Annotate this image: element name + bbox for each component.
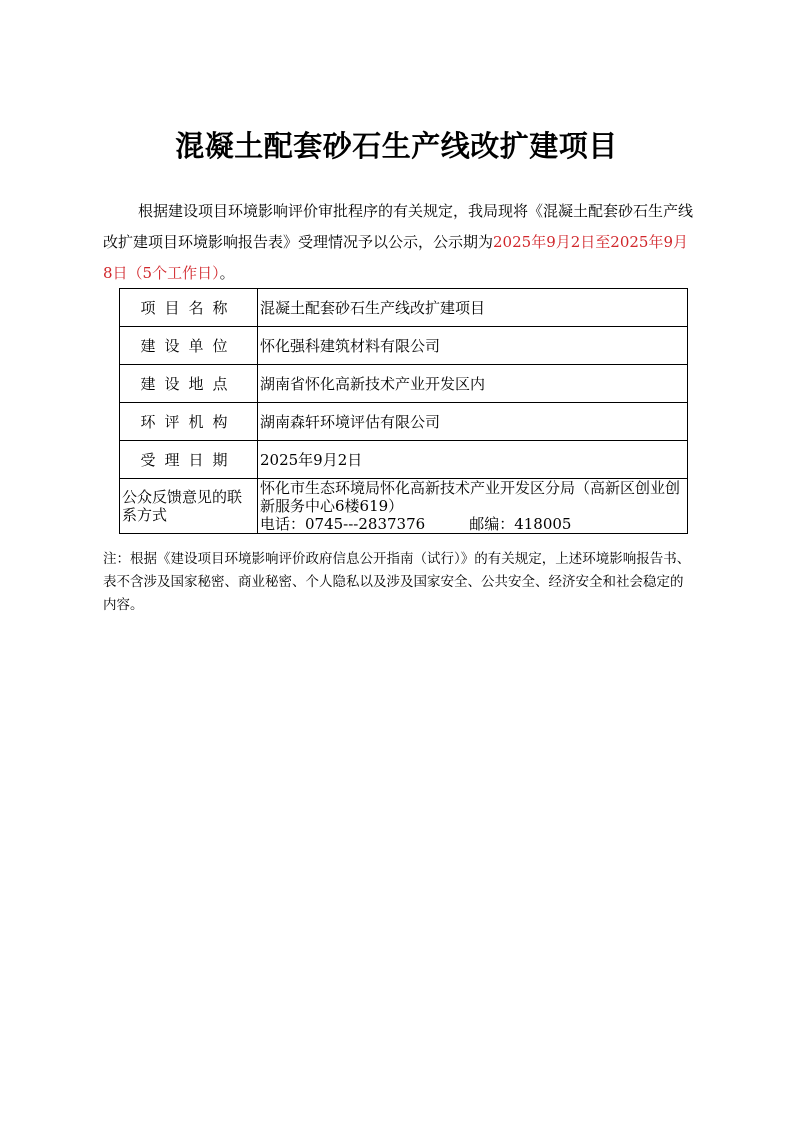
row-label-builder: 建设单位 xyxy=(120,327,258,365)
row-label-accept-date: 受理日期 xyxy=(120,441,258,479)
row-value-accept-date: 2025年9月2日 xyxy=(258,441,688,479)
table-row xyxy=(120,327,688,365)
table-row xyxy=(120,289,688,327)
intro-text: 根据建设项目环境影响评价审批程序的有关规定，我局现将《混凝土配套砂石生产线改扩建项目环境影响报告表》受理情况予以公示，公示期为 xyxy=(103,202,694,251)
footnote: 注：根据《建设项目环境影响评价政府信息公开指南（试行）》的有关规定，上述环境影响报告书、表不含涉及国家秘密、商业秘密、个人隐私以及涉及国家安全、公共安全、经济安全和社会稳定的内容。 xyxy=(103,551,691,613)
row-value-builder: 怀化强科建筑材料有限公司 xyxy=(258,327,688,365)
contact-address: 怀化市生态环境局怀化高新技术产业开发区分局（高新区创业创新服务中心6楼619） xyxy=(260,479,681,515)
project-info-table xyxy=(119,288,688,534)
page-title: 混凝土配套砂石生产线改扩建项目 xyxy=(175,129,618,163)
row-label-location: 建设地点 xyxy=(120,365,258,403)
row-value-eia-agency: 湖南森轩环境评估有限公司 xyxy=(258,403,688,441)
table-row xyxy=(120,403,688,441)
contact-phone-line xyxy=(260,515,685,533)
row-label-project-name: 项目名称 xyxy=(120,289,258,327)
table-row xyxy=(120,441,688,479)
row-label-eia-agency: 环评机构 xyxy=(120,403,258,441)
contact-phone: 电话：0745---2837376 xyxy=(260,515,426,533)
row-label-contact: 公众反馈意见的联系方式 xyxy=(120,479,258,534)
intro-paragraph xyxy=(103,196,695,289)
announcement-period: 2025年9月2日至2025年9月8日（5个工作日） xyxy=(103,233,688,282)
row-value-contact xyxy=(258,479,688,534)
row-value-project-name: 混凝土配套砂石生产线改扩建项目 xyxy=(258,289,688,327)
contact-postcode: 邮编：418005 xyxy=(469,515,572,533)
table-row xyxy=(120,479,688,534)
intro-end: 。 xyxy=(219,264,235,282)
table-row xyxy=(120,365,688,403)
row-value-location: 湖南省怀化高新技术产业开发区内 xyxy=(258,365,688,403)
